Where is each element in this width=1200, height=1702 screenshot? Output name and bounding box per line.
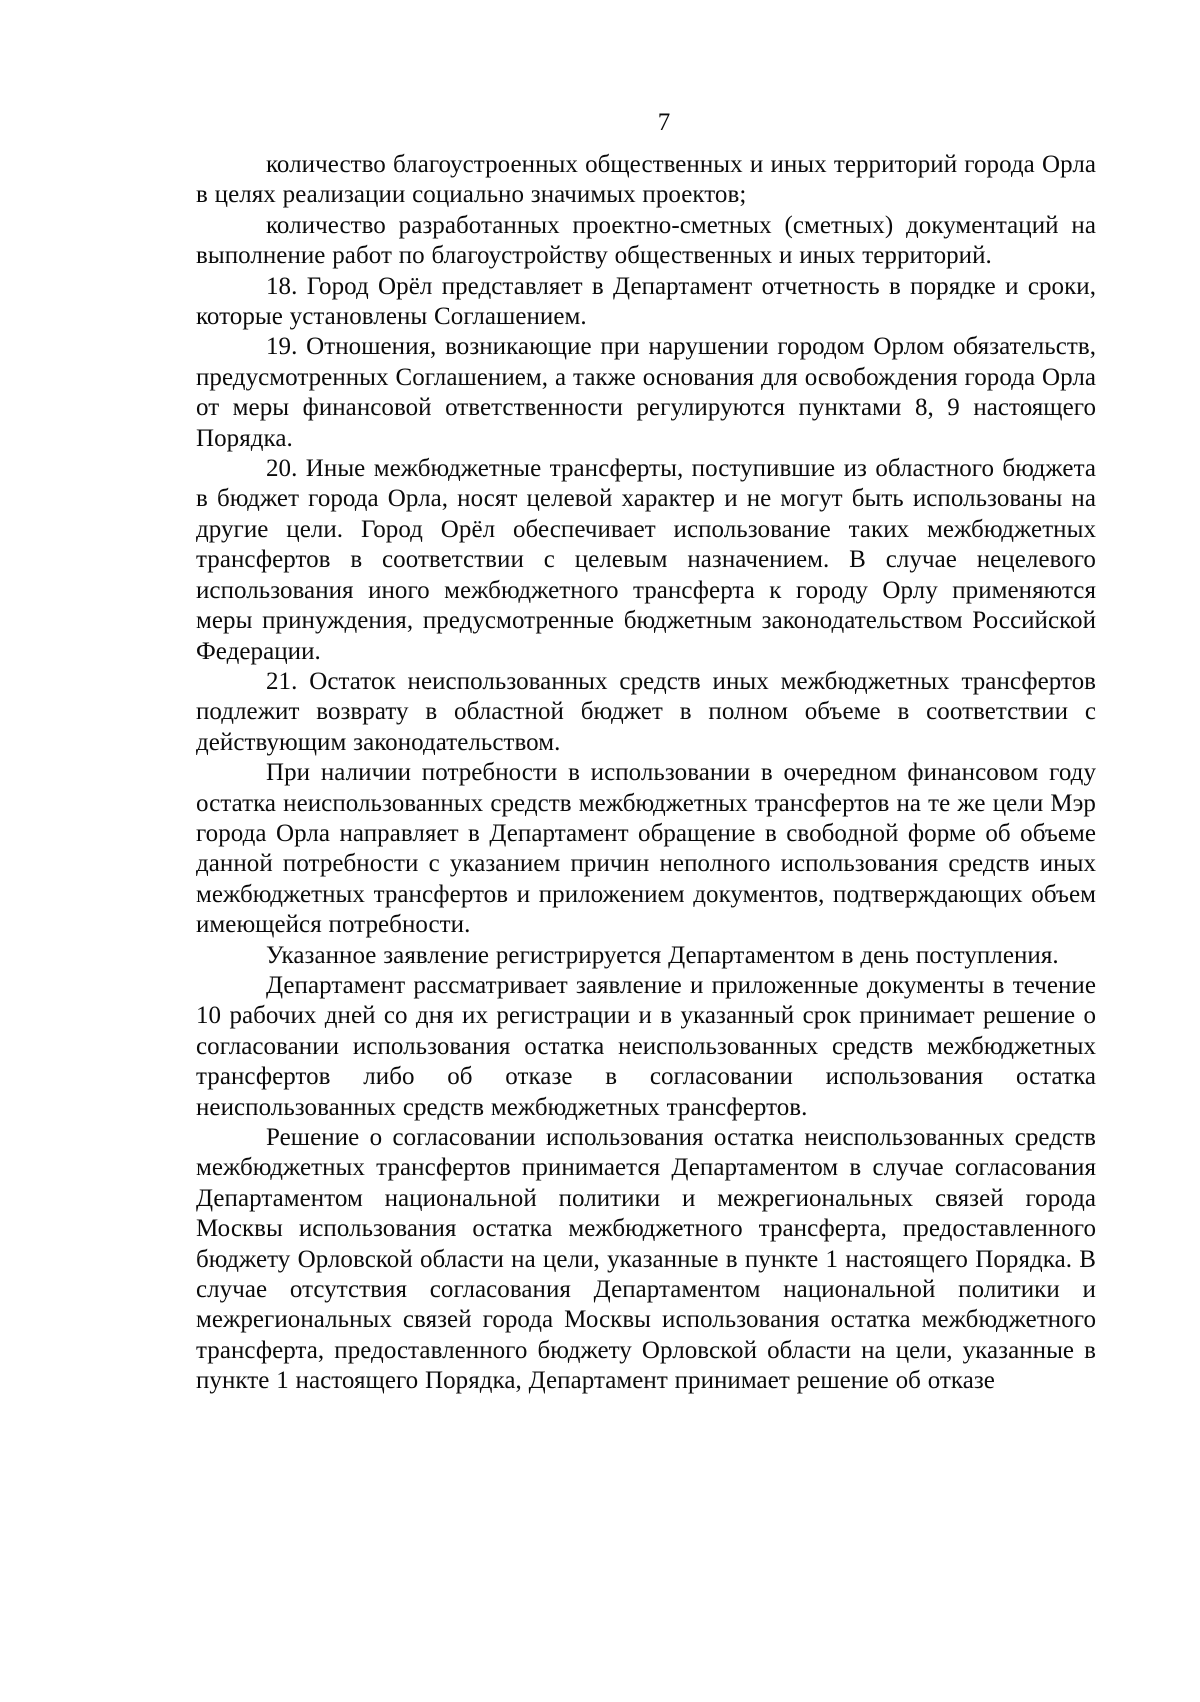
page-number: 7 <box>657 109 671 136</box>
paragraph-19-obligations: 19. Отношения, возникающие при нарушении городом Орлом обязательств, предусмотренных Соглашением, а также основания для освобождения города Орла от меры финансовой ответственности регулируются пунктами 8, 9 настоящего Порядка. <box>196 333 1096 452</box>
paragraph-application-registration: Указанное заявление регистрируется Департаментом в день поступления. <box>266 941 1059 969</box>
paragraph-21-remainder-return: 21. Остаток неиспользованных средств иных межбюджетных трансфертов подлежит возврату в областной бюджет в полном объеме в соответствии с действующим законодательством. <box>196 667 1096 756</box>
paragraph-improved-territories: количество благоустроенных общественных и иных территорий города Орла в целях реализации социально значимых проектов; <box>196 151 1096 209</box>
paragraph-18-reporting: 18. Город Орёл представляет в Департамент отчетность в порядке и сроки, которые установлены Соглашением. <box>196 272 1096 331</box>
paragraph-20-target-use: 20. Иные межбюджетные трансферты, поступившие из областного бюджета в бюджет города Орла, носят целевой характер и не могут быть использованы на другие цели. Город Орёл обеспечивает использование таких межбюджетных трансфертов в соответствии с целевым назначением. В случае нецелевого использования иного межбюджетного трансферта к городу Орлу применяются меры принуждения, предусмотренные бюджетным законодательством Российской Федерации. <box>196 455 1096 665</box>
paragraph-design-documentation: количество разработанных проектно-сметных (сметных) документаций на выполнение работ по благоустройству общественных и иных территорий. <box>196 211 1096 270</box>
document-page <box>196 108 1096 1668</box>
paragraph-department-review: Департамент рассматривает заявление и приложенные документы в течение 10 рабочих дней со дня их регистрации и в указанный срок принимает решение о согласовании использования остатка неиспользованных средств межбюджетных трансфертов либо об отказе в согласовании использования остатка неиспользованных средств межбюджетных трансфертов. <box>196 971 1096 1121</box>
paragraph-approval-decision: Решение о согласовании использования остатка неиспользованных средств межбюджетных трансфертов принимается Департаментом в случае согласования Департаментом национальной политики и межрегиональных связей города Москвы использования остатка межбюджетного трансферта, предоставленного бюджету Орловской области на цели, указанные в пункте 1 настоящего Порядка. В случае отсутствия согласования Департаментом национальной политики и межрегиональных связей города Москвы использования остатка межбюджетного трансферта, предоставленного бюджету Орловской области на цели, указанные в пункте 1 настоящего Порядка, Департамент принимает решение об отказе <box>196 1124 1096 1395</box>
paragraph-remainder-request: При наличии потребности в использовании в очередном финансовом году остатка неиспользованных средств межбюджетных трансфертов на те же цели Мэр города Орла направляет в Департамент обращение в свободной форме об объеме данной потребности с указанием причин неполного использования средств иных межбюджетных трансфертов и приложением документов, подтверждающих объем имеющейся потребности. <box>196 759 1096 939</box>
